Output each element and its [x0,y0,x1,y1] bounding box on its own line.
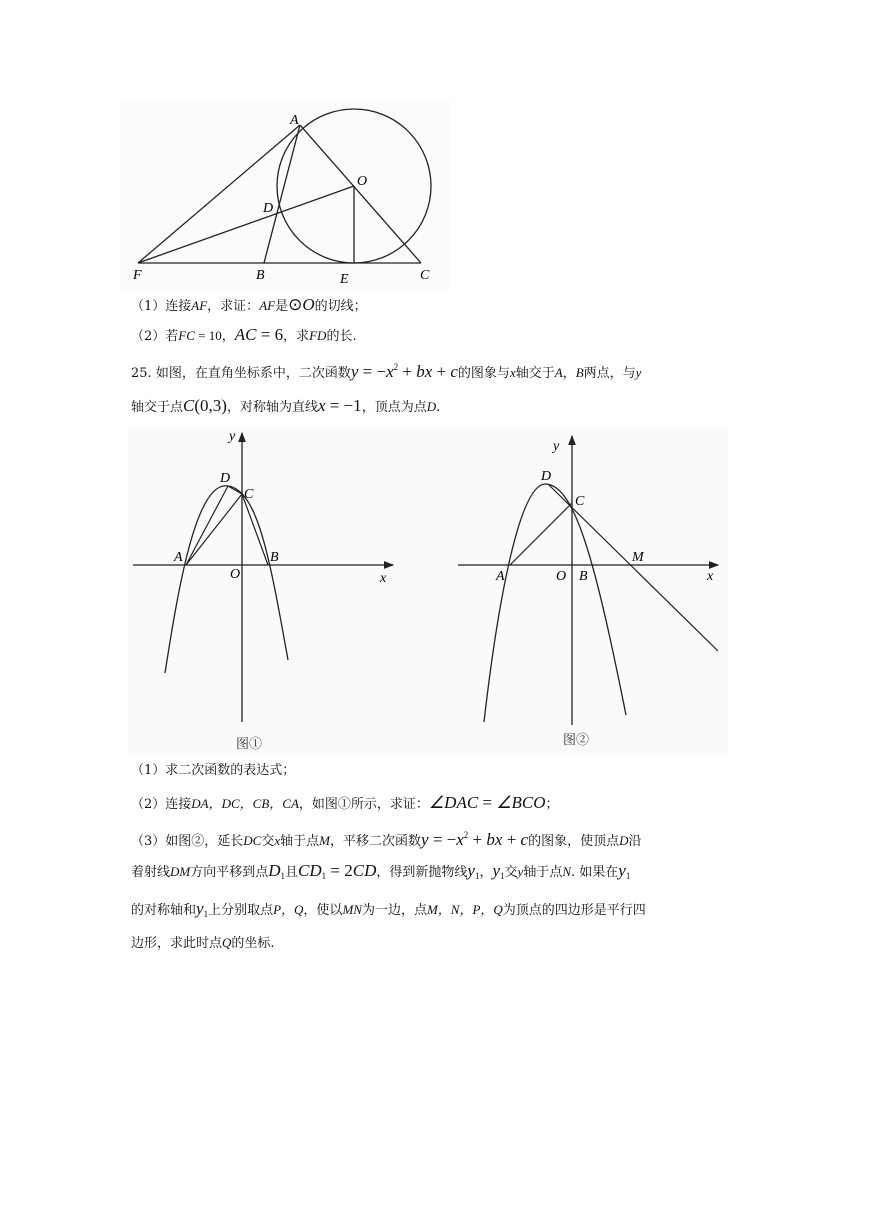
math: 2 [393,362,399,372]
math: CD [298,861,322,880]
math-o: O [302,295,315,314]
text: 着射线 [131,865,171,880]
label-y: y [229,429,236,444]
math: = − [358,362,387,381]
math: y [467,861,475,880]
math: c [520,830,529,849]
label-c: C [575,494,585,509]
p25-question-3-line-1 [131,826,642,851]
math: = −1 [325,396,362,415]
text: ，得到新抛物线 [376,865,468,880]
label-b: B [256,268,265,283]
label-m: M [632,550,644,565]
figure-2-caption: 图② [563,732,590,747]
math: 1 [321,871,327,881]
p25-intro-line-2 [131,397,440,417]
math: C [183,396,195,415]
math: x [494,830,503,849]
text: 的长. [326,329,357,344]
math: y [421,830,429,849]
math: (0,3) [194,396,227,415]
text: 的图象与 [457,366,510,381]
label-o: O [230,567,241,582]
text: 的图象，使顶点 [528,834,620,849]
text: 交 [261,834,275,849]
circle-tangent-figure [120,100,450,290]
text: 如图，在直角坐标系中，二次函数 [155,366,351,381]
math: D [426,399,437,414]
math: A [554,365,563,380]
label-f: F [133,268,142,283]
math: DM [170,864,191,879]
text: ，如图①所示，求证： [298,797,429,812]
math: x [274,833,281,848]
math: y [517,864,524,879]
math: x [386,362,394,381]
text: ，求证： [207,299,260,314]
math: b [486,830,495,849]
text: ，平移二次函数 [330,834,422,849]
math-fd: FD [309,328,327,343]
math: MN [342,902,362,917]
math: + [468,830,487,849]
label-y: y [553,439,560,454]
p25-question-3-line-4 [131,934,275,953]
math-af: AF [259,298,276,313]
text: 为一边，点 [361,903,427,918]
text: . [436,400,441,415]
parabola-figures [128,425,728,755]
label-c: C [244,487,254,502]
label-x: x [707,569,714,584]
label-d: D [263,201,274,216]
figure-1-caption: 图① [236,736,263,751]
text: ，对称轴为直线 [226,400,318,415]
text: （2）连接 [131,797,192,812]
math: + [398,362,417,381]
text: （1）连接 [131,299,192,314]
math: + [432,362,451,381]
math: N [562,864,571,879]
math: x [456,830,464,849]
p24-question-2 [131,326,357,346]
label-o: O [357,174,368,189]
text: 方向平移到点 [190,865,269,880]
math: M，N，P，Q [426,902,503,917]
math-fc: FC [178,328,195,343]
math: y [350,362,359,381]
text: 且 [285,865,299,880]
math: D [268,861,281,880]
text: 轴交于点 [131,400,184,415]
math: 1 [474,871,480,881]
math: = [478,793,497,812]
math: ∠BCO [496,793,546,812]
label-d: D [541,469,552,484]
label-a: A [290,113,299,128]
label-x: x [380,571,387,586]
math: b [416,362,425,381]
label-b: B [579,569,588,584]
math: DC [243,833,262,848]
label-a: A [174,550,183,565]
math: = − [428,830,457,849]
text: （1）求二次函数的表达式； [131,763,296,778]
math: x [424,362,433,381]
text: ； [545,797,559,812]
text: 边形，求此时点 [131,936,223,951]
text: 的切线； [314,299,367,314]
label-a: A [496,569,505,584]
math: 1 [280,871,286,881]
text: ，顶点为点 [361,400,427,415]
text: 的对称轴和 [131,903,197,918]
math: P，Q [273,902,304,917]
math: x [509,365,516,380]
circle-symbol: ⊙ [288,295,303,314]
math: ∠DAC [428,793,479,812]
p25-question-1 [131,762,295,780]
text: ，使以 [303,903,343,918]
math: y [196,899,204,918]
math-value: = 6 [256,325,284,344]
text: ，求 [283,329,310,344]
text: 上分别取点 [208,903,274,918]
math: M [319,833,330,848]
label-b: B [270,550,279,565]
text: 轴交于 [515,366,555,381]
text: 交 [504,865,518,880]
math: 1 [500,871,505,881]
math: 2 [463,830,469,840]
math-af: AF [191,298,208,313]
p24-question-1 [131,296,367,316]
text: 是 [275,299,289,314]
p25-question-3-line-3 [131,900,646,923]
text: 为顶点的四边形是平行四 [502,903,646,918]
math: D [619,833,629,848]
math: 1 [203,909,209,919]
p25-intro-line-1 [131,358,641,383]
text: ， [562,366,576,381]
text: 两点，与 [583,366,636,381]
math: y [618,861,626,880]
math: DA，DC，CB，CA [191,796,299,811]
text: （3）如图②，延长 [131,834,244,849]
math: y [492,861,501,880]
problem-number: 25. [131,366,152,381]
math: c [450,362,458,381]
text: 轴于点 [280,834,320,849]
math: B [575,365,584,380]
p25-question-3-line-2 [131,862,630,885]
text: （2）若 [131,329,179,344]
math: CD [352,861,377,880]
math: = 2 [326,861,353,880]
text: 的坐标. [231,936,275,951]
math: Q [222,935,232,950]
math: 1 [625,871,631,881]
text: ， [479,865,493,880]
text: . 如果在 [571,865,619,880]
text: 沿 [628,834,642,849]
math: x [317,396,326,415]
p25-question-2 [131,794,559,814]
label-o: O [556,569,567,584]
math: + [502,830,521,849]
label-c: C [420,268,430,283]
label-d: D [220,471,231,486]
label-e: E [340,272,349,287]
text: 轴于点 [523,865,563,880]
math: y [635,365,642,380]
text: ， [221,329,235,344]
math-ac: AC [234,325,257,344]
math-value: = 10 [194,328,222,343]
